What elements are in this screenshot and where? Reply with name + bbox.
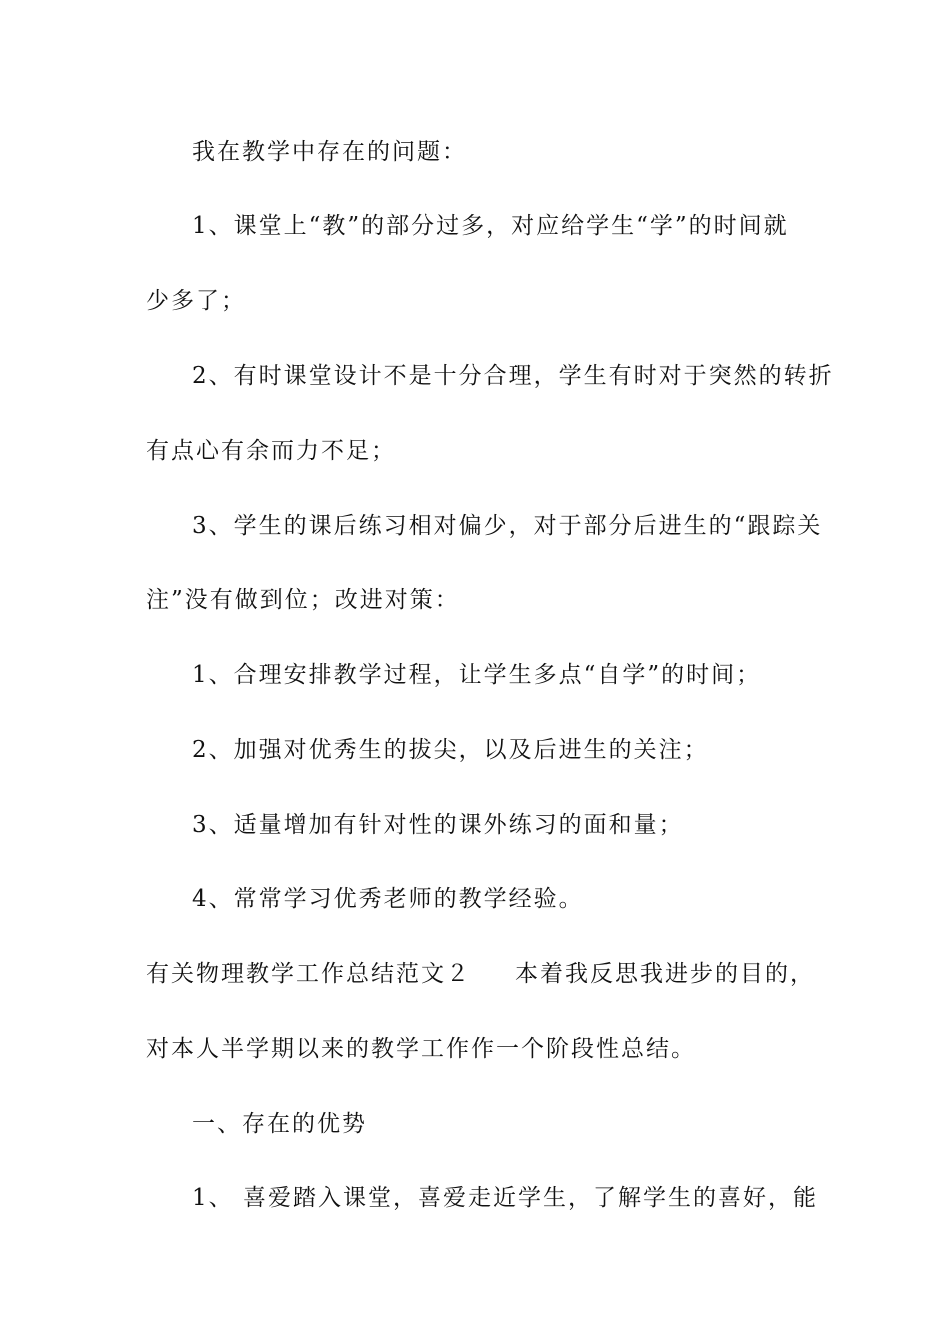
- paragraph-line: 1、 喜爱踏入课堂，喜爱走近学生，了解学生的喜好，能: [192, 1185, 818, 1211]
- paragraph-line: 有点心有余而力不足；: [146, 438, 396, 464]
- paragraph-line: 2、加强对优秀生的拔尖，以及后进生的关注；: [192, 737, 709, 763]
- paragraph-line: 少多了；: [146, 288, 246, 314]
- paragraph-line: 4、常常学习优秀老师的教学经验。: [192, 886, 584, 912]
- paragraph-text: 本着我反思我进步的目的，: [515, 961, 815, 987]
- paragraph-line: 1、课堂上“教”的部分过多，对应给学生“学”的时间就: [192, 213, 789, 239]
- paragraph-line: 一、存在的优势: [192, 1111, 367, 1137]
- paragraph-line: 我在教学中存在的问题：: [192, 139, 467, 165]
- section-title: 有关物理教学工作总结范文２: [146, 961, 471, 987]
- paragraph-line: 1、合理安排教学过程，让学生多点“自学”的时间；: [192, 662, 762, 688]
- paragraph-line: 对本人半学期以来的教学工作作一个阶段性总结。: [146, 1036, 696, 1062]
- paragraph-line: 2、有时课堂设计不是十分合理，学生有时对于突然的转折: [192, 363, 834, 389]
- section-heading-line: [146, 959, 815, 989]
- paragraph-line: 注”没有做到位；改进对策：: [146, 587, 460, 613]
- paragraph-line: 3、适量增加有针对性的课外练习的面和量；: [192, 812, 684, 838]
- paragraph-line: 3、学生的课后练习相对偏少，对于部分后进生的“跟踪关: [192, 513, 823, 539]
